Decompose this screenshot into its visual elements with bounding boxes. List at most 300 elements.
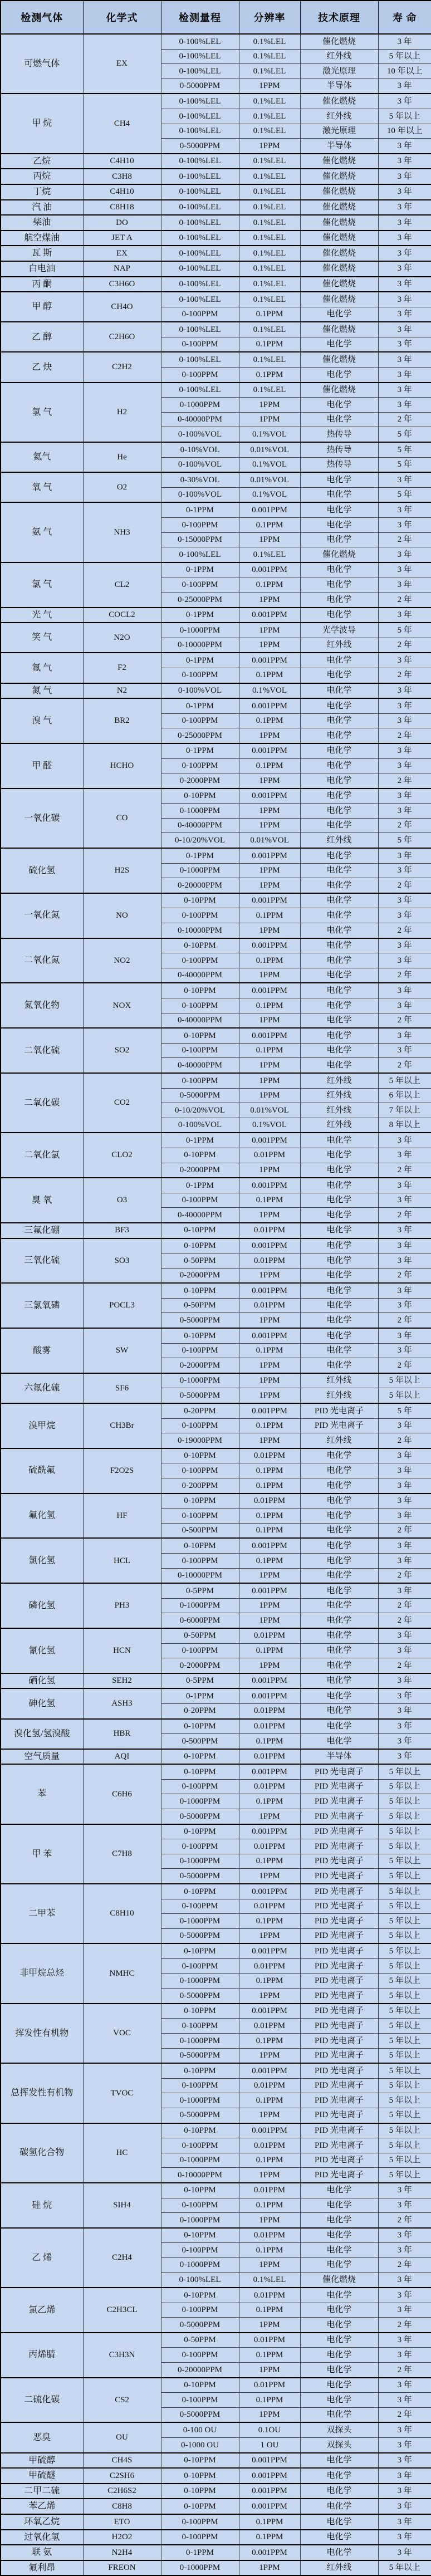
range-cell: 0-100%LEL	[161, 169, 239, 184]
principle-cell: 电化学	[300, 2363, 378, 2378]
lifespan-cell: 5 年以上	[378, 1943, 431, 1958]
resolution-cell: 0.1PPM	[239, 368, 300, 383]
resolution-cell: 0.1%LEL	[239, 261, 300, 277]
table-row	[1, 292, 431, 307]
principle-cell: 电化学	[300, 1583, 378, 1598]
range-cell: 0-10PPM	[161, 1148, 239, 1163]
gas-name-cell: 乙 醇	[1, 322, 83, 352]
lifespan-cell: 3 年	[378, 2499, 431, 2514]
principle-cell: PID 光电离子	[300, 2123, 378, 2138]
principle-cell: 电化学	[300, 1463, 378, 1478]
table-row	[1, 1764, 431, 1779]
range-cell: 0-1000PPM	[161, 1794, 239, 1809]
principle-cell: 激光原理	[300, 64, 378, 79]
lifespan-cell: 3 年	[378, 383, 431, 398]
lifespan-cell: 5 年以上	[378, 1764, 431, 1779]
lifespan-cell: 5 年以上	[378, 1928, 431, 1943]
gas-name-cell: 苯乙烯	[1, 2499, 83, 2514]
gas-name-cell: 甲 醛	[1, 743, 83, 789]
resolution-cell: 0.1%LEL	[239, 277, 300, 292]
range-cell: 0-5000PPM	[161, 2318, 239, 2333]
principle-cell: 电化学	[300, 773, 378, 789]
principle-cell: 电化学	[300, 1703, 378, 1718]
resolution-cell: 0.01PPM	[239, 1749, 300, 1765]
table-row	[1, 1178, 431, 1193]
range-cell: 0-10000PPM	[161, 923, 239, 938]
principle-cell: 红外线	[300, 109, 378, 124]
lifespan-cell: 3 年	[378, 1493, 431, 1509]
resolution-cell: 0.1%LEL	[239, 184, 300, 200]
table-row	[1, 653, 431, 668]
table-row	[1, 1133, 431, 1148]
resolution-cell: 1PPM	[239, 1869, 300, 1884]
table-row	[1, 2560, 431, 2576]
range-cell: 0-100%LEL	[161, 154, 239, 169]
range-cell: 0-5000PPM	[161, 2407, 239, 2422]
principle-cell: 电化学	[300, 1628, 378, 1643]
principle-cell: 催化燃烧	[300, 154, 378, 169]
resolution-cell: 1PPM	[239, 1268, 300, 1283]
principle-cell: PID 光电离子	[300, 1899, 378, 1914]
formula-cell: CH3Br	[83, 1403, 161, 1448]
range-cell: 0-1000 OU	[161, 2438, 239, 2453]
table-row	[1, 743, 431, 758]
resolution-cell: 0.001PPM	[239, 1764, 300, 1779]
range-cell: 0-10PPM	[161, 2123, 239, 2138]
resolution-cell: 0.01PPM	[239, 2019, 300, 2034]
gas-name-cell: 航空煤油	[1, 231, 83, 246]
range-cell: 0-5000PPM	[161, 1809, 239, 1824]
lifespan-cell: 5 年以上	[378, 1388, 431, 1403]
col-header-gas: 检测气体	[1, 1, 83, 34]
resolution-cell: 0.001PPM	[239, 938, 300, 953]
resolution-cell: 0.001PPM	[239, 789, 300, 804]
range-cell: 0-100PPM	[161, 2303, 239, 2318]
range-cell: 0-10PPM	[161, 1493, 239, 1509]
table-row	[1, 322, 431, 337]
resolution-cell: 0.001PPM	[239, 2063, 300, 2078]
lifespan-cell: 3 年	[378, 683, 431, 699]
resolution-cell: 0.1PPM	[239, 577, 300, 592]
range-cell: 0-2000PPM	[161, 1163, 239, 1178]
resolution-cell: 0.1PPM	[239, 2348, 300, 2363]
resolution-cell: 1PPM	[239, 1313, 300, 1328]
gas-name-cell: 二氧化碳	[1, 1073, 83, 1133]
principle-cell: PID 光电离子	[300, 1809, 378, 1824]
resolution-cell: 0.1%LEL	[239, 322, 300, 337]
principle-cell: 电化学	[300, 1643, 378, 1658]
formula-cell: SF6	[83, 1373, 161, 1403]
principle-cell: PID 光电离子	[300, 1914, 378, 1929]
gas-name-cell: 三氟化硼	[1, 1223, 83, 1238]
principle-cell: 电化学	[300, 1178, 378, 1193]
range-cell: 0-2000PPM	[161, 1358, 239, 1373]
principle-cell: 电化学	[300, 2333, 378, 2348]
principle-cell: 半导体	[300, 1749, 378, 1765]
gas-name-cell: 二氧化氮	[1, 938, 83, 983]
principle-cell: 电化学	[300, 1313, 378, 1328]
range-cell: 0-10PPM	[161, 1749, 239, 1765]
lifespan-cell: 2 年	[378, 1523, 431, 1538]
principle-cell: PID 光电离子	[300, 1973, 378, 1989]
range-cell: 0-5000PPM	[161, 1989, 239, 2004]
principle-cell: 电化学	[300, 2243, 378, 2258]
range-cell: 0-100%LEL	[161, 184, 239, 200]
formula-cell: CH4	[83, 94, 161, 153]
principle-cell: 激光原理	[300, 124, 378, 139]
principle-cell: 催化燃烧	[300, 322, 378, 337]
principle-cell: 红外线	[300, 49, 378, 64]
range-cell: 0-10000PPM	[161, 2168, 239, 2183]
resolution-cell: 0.01PPM	[239, 1719, 300, 1734]
resolution-cell: 0.1PPM	[239, 2033, 300, 2048]
lifespan-cell: 3 年	[378, 215, 431, 231]
resolution-cell: 1PPM	[239, 2108, 300, 2123]
principle-cell: 热传导	[300, 442, 378, 457]
resolution-cell: 0.1PPM	[239, 2153, 300, 2168]
table-row	[1, 94, 431, 109]
principle-cell: 电化学	[300, 1148, 378, 1163]
gas-name-cell: 乙 炔	[1, 352, 83, 382]
resolution-cell: 0.001PPM	[239, 1943, 300, 1958]
resolution-cell: 0.001PPM	[239, 848, 300, 863]
range-cell: 0-10PPM	[161, 1283, 239, 1298]
lifespan-cell: 3 年	[378, 998, 431, 1013]
table-row	[1, 2422, 431, 2437]
range-cell: 0-25000PPM	[161, 728, 239, 743]
lifespan-cell: 6 年以上	[378, 1088, 431, 1103]
principle-cell: 电化学	[300, 608, 378, 623]
formula-cell: H2	[83, 383, 161, 442]
table-row	[1, 1328, 431, 1343]
range-cell: 0-40000PPM	[161, 1208, 239, 1223]
lifespan-cell: 5 年以上	[378, 2168, 431, 2183]
range-cell: 0-100PPM	[161, 1073, 239, 1088]
lifespan-cell: 5 年以上	[378, 2560, 431, 2576]
lifespan-cell: 3 年	[378, 1463, 431, 1478]
lifespan-cell: 3 年	[378, 1478, 431, 1493]
resolution-cell: 0.001PPM	[239, 2453, 300, 2469]
resolution-cell: 1PPM	[239, 623, 300, 638]
resolution-cell: 1PPM	[239, 1989, 300, 2004]
principle-cell: 电化学	[300, 923, 378, 938]
principle-cell: PID 光电离子	[300, 2108, 378, 2123]
formula-cell: TVOC	[83, 2063, 161, 2123]
gas-name-cell: 乙烷	[1, 154, 83, 169]
principle-cell: 电化学	[300, 1658, 378, 1673]
resolution-cell: 0.001PPM	[239, 1283, 300, 1298]
resolution-cell: 0.1%LEL	[239, 383, 300, 398]
principle-cell: 电化学	[300, 908, 378, 923]
principle-cell: PID 光电离子	[300, 2019, 378, 2034]
principle-cell: PID 光电离子	[300, 1403, 378, 1418]
range-cell: 0-10/20%VOL	[161, 1103, 239, 1118]
table-row	[1, 2468, 431, 2484]
gas-name-cell: 硫化氢	[1, 848, 83, 893]
lifespan-cell: 2 年	[378, 968, 431, 983]
resolution-cell: 0.001PPM	[239, 983, 300, 998]
lifespan-cell: 5 年以上	[378, 1869, 431, 1884]
range-cell: 0-1000PPM	[161, 2257, 239, 2273]
lifespan-cell: 2 年	[378, 1433, 431, 1448]
resolution-cell: 0.01%VOL	[239, 1103, 300, 1118]
resolution-cell: 0.1PPM	[239, 998, 300, 1013]
formula-cell: SW	[83, 1328, 161, 1373]
formula-cell: EX	[83, 246, 161, 261]
range-cell: 0-100PPM	[161, 1043, 239, 1058]
lifespan-cell: 5 年以上	[378, 2138, 431, 2153]
lifespan-cell: 3 年	[378, 94, 431, 109]
resolution-cell: 0.01PPM	[239, 2333, 300, 2348]
table-row	[1, 1238, 431, 1253]
formula-cell: F2	[83, 653, 161, 683]
principle-cell: 热传导	[300, 457, 378, 472]
table-row	[1, 184, 431, 200]
gas-name-cell: 氯 气	[1, 562, 83, 608]
principle-cell: 电化学	[300, 1613, 378, 1628]
principle-cell: 电化学	[300, 592, 378, 607]
range-cell: 0-100PPM	[161, 1418, 239, 1433]
lifespan-cell: 3 年	[378, 79, 431, 94]
gas-name-cell: 环氧乙烷	[1, 2514, 83, 2530]
table-row	[1, 2183, 431, 2198]
lifespan-cell: 3 年	[378, 863, 431, 878]
resolution-cell: 0.01%VOL	[239, 833, 300, 848]
range-cell: 0-100PPM	[161, 1779, 239, 1794]
range-cell: 0-5000PPM	[161, 1869, 239, 1884]
principle-cell: 半导体	[300, 79, 378, 94]
principle-cell: 红外线	[300, 1388, 378, 1403]
resolution-cell: 0.1PPM	[239, 2303, 300, 2318]
resolution-cell: 0.001PPM	[239, 1178, 300, 1193]
formula-cell: C2H4	[83, 2228, 161, 2288]
lifespan-cell: 5 年	[378, 623, 431, 638]
resolution-cell: 0.1PPM	[239, 1854, 300, 1869]
lifespan-cell: 5 年以上	[378, 1073, 431, 1088]
lifespan-cell: 3 年	[378, 1553, 431, 1568]
range-cell: 0-10PPM	[161, 1238, 239, 1253]
lifespan-cell: 3 年	[378, 1028, 431, 1043]
gas-name-cell: 硫酰氟	[1, 1448, 83, 1493]
table-row	[1, 848, 431, 863]
formula-cell: NOX	[83, 983, 161, 1028]
principle-cell: 催化燃烧	[300, 169, 378, 184]
resolution-cell: 0.01%VOL	[239, 472, 300, 487]
table-row	[1, 789, 431, 804]
resolution-cell: 0.1%LEL	[239, 124, 300, 139]
formula-cell: EX	[83, 34, 161, 94]
resolution-cell: 0.1%LEL	[239, 231, 300, 246]
range-cell: 0-10PPM	[161, 1223, 239, 1238]
table-row	[1, 2453, 431, 2469]
principle-cell: PID 光电离子	[300, 2153, 378, 2168]
range-cell: 0-100PPM	[161, 998, 239, 1013]
lifespan-cell: 10 年以上	[378, 64, 431, 79]
lifespan-cell: 2 年	[378, 1013, 431, 1028]
lifespan-cell: 3 年	[378, 2378, 431, 2393]
principle-cell: 催化燃烧	[300, 277, 378, 292]
table-row	[1, 1719, 431, 1734]
table-row	[1, 1448, 431, 1463]
lifespan-cell: 3 年	[378, 261, 431, 277]
lifespan-cell: 3 年	[378, 398, 431, 413]
lifespan-cell: 2 年	[378, 1613, 431, 1628]
lifespan-cell: 3 年	[378, 1448, 431, 1463]
lifespan-cell: 5 年以上	[378, 2078, 431, 2093]
resolution-cell: 0.001PPM	[239, 1688, 300, 1703]
gas-name-cell: 非甲烷总烃	[1, 1943, 83, 2003]
lifespan-cell: 2 年	[378, 1598, 431, 1613]
lifespan-cell: 3 年	[378, 2198, 431, 2213]
formula-cell: C7H8	[83, 1824, 161, 1884]
resolution-cell: 0.01PPM	[239, 1223, 300, 1238]
principle-cell: 光学波导	[300, 623, 378, 638]
gas-name-cell: 柴油	[1, 215, 83, 231]
resolution-cell: 0.1PPM	[239, 1418, 300, 1433]
lifespan-cell: 2 年	[378, 1268, 431, 1283]
principle-cell: PID 光电离子	[300, 1884, 378, 1899]
resolution-cell: 0.001PPM	[239, 562, 300, 577]
resolution-cell: 1PPM	[239, 2213, 300, 2228]
range-cell: 0-100PPM	[161, 2348, 239, 2363]
formula-cell: NO2	[83, 938, 161, 983]
formula-cell: N2H4	[83, 2545, 161, 2560]
resolution-cell: 0.001PPM	[239, 502, 300, 517]
lifespan-cell: 3 年	[378, 2183, 431, 2198]
principle-cell: 催化燃烧	[300, 94, 378, 109]
gas-name-cell: 溴化氢/氢溴酸	[1, 1719, 83, 1749]
formula-cell: NMHC	[83, 1943, 161, 2003]
resolution-cell: 0.1PPM	[239, 2530, 300, 2545]
range-cell: 0-1000PPM	[161, 804, 239, 819]
gas-name-cell: 笑 气	[1, 623, 83, 653]
gas-name-cell: 砷化氢	[1, 1688, 83, 1718]
principle-cell: 电化学	[300, 2348, 378, 2363]
resolution-cell: 0.01PPM	[239, 1779, 300, 1794]
principle-cell: 电化学	[300, 1478, 378, 1493]
gas-name-cell: 酸雾	[1, 1328, 83, 1373]
resolution-cell: 0.1%LEL	[239, 109, 300, 124]
principle-cell: 电化学	[300, 998, 378, 1013]
resolution-cell: 1PPM	[239, 968, 300, 983]
lifespan-cell: 2 年	[378, 1058, 431, 1073]
table-row	[1, 2004, 431, 2019]
lifespan-cell: 3 年	[378, 562, 431, 577]
lifespan-cell: 2 年	[378, 1163, 431, 1178]
range-cell: 0-2000PPM	[161, 1658, 239, 1673]
principle-cell: 电化学	[300, 953, 378, 968]
lifespan-cell: 3 年	[378, 307, 431, 322]
table-row	[1, 352, 431, 367]
principle-cell: 电化学	[300, 1268, 378, 1283]
resolution-cell: 0.001PPM	[239, 1328, 300, 1343]
resolution-cell: 1PPM	[239, 2560, 300, 2576]
lifespan-cell: 3 年	[378, 1298, 431, 1313]
lifespan-cell: 5 年以上	[378, 1884, 431, 1899]
resolution-cell: 0.1PPM	[239, 2243, 300, 2258]
principle-cell: PID 光电离子	[300, 2078, 378, 2093]
lifespan-cell: 3 年	[378, 1253, 431, 1269]
principle-cell: 电化学	[300, 2407, 378, 2422]
lifespan-cell: 5 年	[378, 457, 431, 472]
range-cell: 0-200PPM	[161, 1478, 239, 1493]
resolution-cell: 0.1PPM	[239, 758, 300, 773]
resolution-cell: 1PPM	[239, 1658, 300, 1673]
principle-cell: PID 光电离子	[300, 1989, 378, 2004]
lifespan-cell: 2 年	[378, 2213, 431, 2228]
range-cell: 0-5000PPM	[161, 1088, 239, 1103]
gas-name-cell: 碳氢化合物	[1, 2123, 83, 2183]
resolution-cell: 1PPM	[239, 79, 300, 94]
range-cell: 0-5000PPM	[161, 1313, 239, 1328]
range-cell: 0-20PPM	[161, 1403, 239, 1418]
formula-cell: CH4S	[83, 2453, 161, 2469]
lifespan-cell: 2 年	[378, 2407, 431, 2422]
formula-cell: OU	[83, 2422, 161, 2452]
range-cell: 0-100PPM	[161, 577, 239, 592]
formula-cell: HBR	[83, 1719, 161, 1749]
range-cell: 0-10PPM	[161, 2499, 239, 2514]
formula-cell: CO	[83, 789, 161, 848]
principle-cell: 电化学	[300, 577, 378, 592]
range-cell: 0-40000PPM	[161, 412, 239, 427]
formula-cell: BF3	[83, 1223, 161, 1238]
lifespan-cell: 2 年	[378, 412, 431, 427]
table-row	[1, 2123, 431, 2138]
formula-cell: CLO2	[83, 1133, 161, 1178]
gas-name-cell: 光 气	[1, 608, 83, 623]
principle-cell: 电化学	[300, 1283, 378, 1298]
resolution-cell: 0.1PPM	[239, 2393, 300, 2408]
range-cell: 0-100%LEL	[161, 49, 239, 64]
lifespan-cell: 3 年	[378, 200, 431, 216]
resolution-cell: 0.1PPM	[239, 1553, 300, 1568]
formula-cell: H2O2	[83, 2530, 161, 2545]
principle-cell: 电化学	[300, 2257, 378, 2273]
range-cell: 0-100PPM	[161, 307, 239, 322]
formula-cell: C8H8	[83, 2499, 161, 2514]
principle-cell: 催化燃烧	[300, 2273, 378, 2288]
lifespan-cell: 3 年	[378, 983, 431, 998]
range-cell: 0-100%LEL	[161, 64, 239, 79]
lifespan-cell: 5 年以上	[378, 2004, 431, 2019]
col-header-resolution: 分辨率	[239, 1, 300, 34]
principle-cell: 电化学	[300, 863, 378, 878]
lifespan-cell: 3 年	[378, 1643, 431, 1658]
lifespan-cell: 3 年	[378, 698, 431, 713]
table-row	[1, 683, 431, 699]
resolution-cell: 1PPM	[239, 2407, 300, 2422]
table-row	[1, 472, 431, 487]
range-cell: 0-1PPM	[161, 1178, 239, 1193]
lifespan-cell: 3 年	[378, 352, 431, 367]
lifespan-cell: 3 年	[378, 848, 431, 863]
resolution-cell: 1PPM	[239, 638, 300, 653]
resolution-cell: 0.01PPM	[239, 1628, 300, 1643]
range-cell: 0-1PPM	[161, 698, 239, 713]
range-cell: 0-10PPM	[161, 2228, 239, 2243]
range-cell: 0-100PPM	[161, 368, 239, 383]
formula-cell: HCHO	[83, 743, 161, 789]
principle-cell: 电化学	[300, 1568, 378, 1583]
lifespan-cell: 3 年	[378, 1193, 431, 1208]
gas-name-cell: 硒化氢	[1, 1673, 83, 1689]
resolution-cell: 1PPM	[239, 139, 300, 154]
range-cell: 0-10PPM	[161, 2453, 239, 2469]
resolution-cell: 1PPM	[239, 532, 300, 547]
table-row	[1, 1403, 431, 1418]
lifespan-cell: 2 年	[378, 923, 431, 938]
